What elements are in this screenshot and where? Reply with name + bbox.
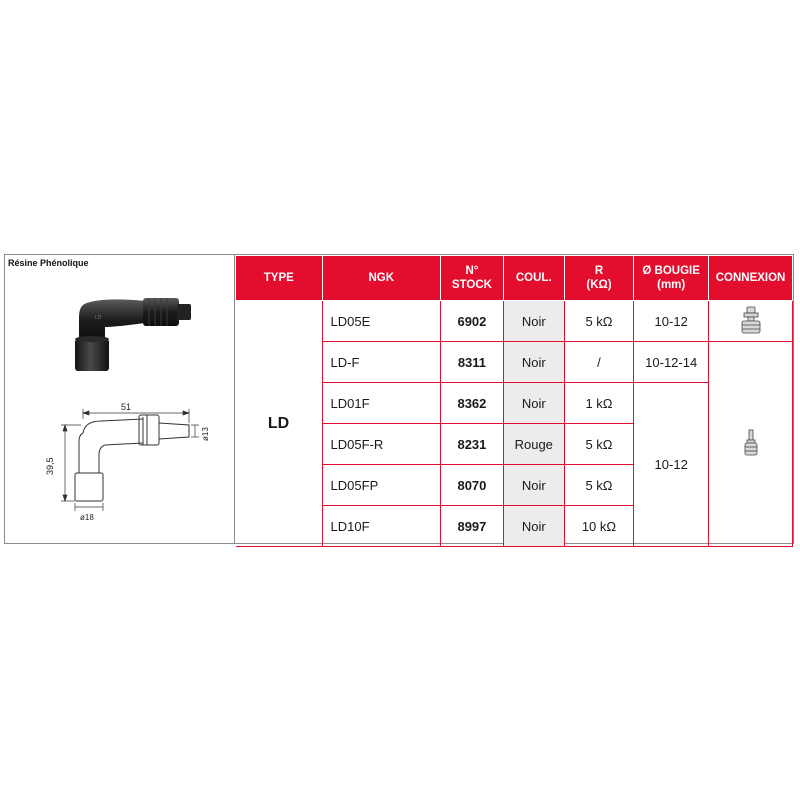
header-r-line2: (KΩ) [586, 279, 612, 291]
ngk-cell: LD01F [322, 383, 440, 424]
resistance-cell: / [564, 342, 634, 383]
header-stock [441, 256, 504, 301]
dim-height-label: 39,5 [45, 457, 55, 475]
stock-cell: 8070 [441, 465, 504, 506]
table-row [236, 301, 793, 342]
header-bougie-line1: Ø BOUGIE [642, 265, 700, 277]
connexion-cell [709, 342, 793, 547]
header-couleur: COUL. [503, 256, 564, 301]
stock-cell: 8362 [441, 383, 504, 424]
dim-length-label: 51 [121, 403, 132, 412]
resistance-cell: 5 kΩ [564, 465, 634, 506]
couleur-cell: Rouge [503, 424, 564, 465]
header-stock-line1: N° [465, 265, 479, 277]
type-value: LD [236, 301, 323, 547]
resistance-cell: 5 kΩ [564, 301, 634, 342]
couleur-cell: Noir [503, 506, 564, 547]
ngk-cell: LD05F-R [322, 424, 440, 465]
ngk-cell: LD05E [322, 301, 440, 342]
couleur-cell: Noir [503, 301, 564, 342]
dimension-drawing [43, 403, 213, 528]
resistance-cell: 1 kΩ [564, 383, 634, 424]
table-header-row [236, 256, 793, 301]
couleur-cell: Noir [503, 383, 564, 424]
header-stock-line2: STOCK [451, 279, 492, 291]
dim-base-diameter-label: ø18 [80, 513, 94, 522]
couleur-cell: Noir [503, 342, 564, 383]
material-label: Résine Phénolique [8, 258, 89, 268]
svg-text:LD: LD [95, 315, 102, 321]
product-image-panel [5, 255, 235, 543]
bougie-cell: 10-12 [634, 383, 709, 547]
bougie-cell: 10-12-14 [634, 342, 709, 383]
couleur-cell: Noir [503, 465, 564, 506]
stock-cell: 8311 [441, 342, 504, 383]
stock-cell: 8997 [441, 506, 504, 547]
header-r-line1: R [594, 265, 604, 277]
header-resistance [564, 256, 634, 301]
header-bougie [634, 256, 709, 301]
resistance-cell: 5 kΩ [564, 424, 634, 465]
header-ngk: NGK [322, 256, 440, 301]
connexion-cell [709, 301, 793, 342]
terminal-pin-icon [742, 429, 760, 459]
ngk-cell: LD10F [322, 506, 440, 547]
spec-table [235, 255, 793, 547]
product-spec-card [4, 254, 794, 544]
header-type: TYPE [236, 256, 323, 301]
ngk-cell: LD05FP [322, 465, 440, 506]
dim-tip-diameter-label: ø13 [201, 427, 210, 441]
spark-plug-cap-photo [65, 293, 195, 373]
stock-cell: 6902 [441, 301, 504, 342]
bougie-cell: 10-12 [634, 301, 709, 342]
stock-cell: 8231 [441, 424, 504, 465]
ngk-cell: LD-F [322, 342, 440, 383]
header-connexion: CONNEXION [709, 256, 793, 301]
terminal-nut-icon [739, 306, 763, 336]
header-bougie-line2: (mm) [657, 279, 686, 291]
resistance-cell: 10 kΩ [564, 506, 634, 547]
